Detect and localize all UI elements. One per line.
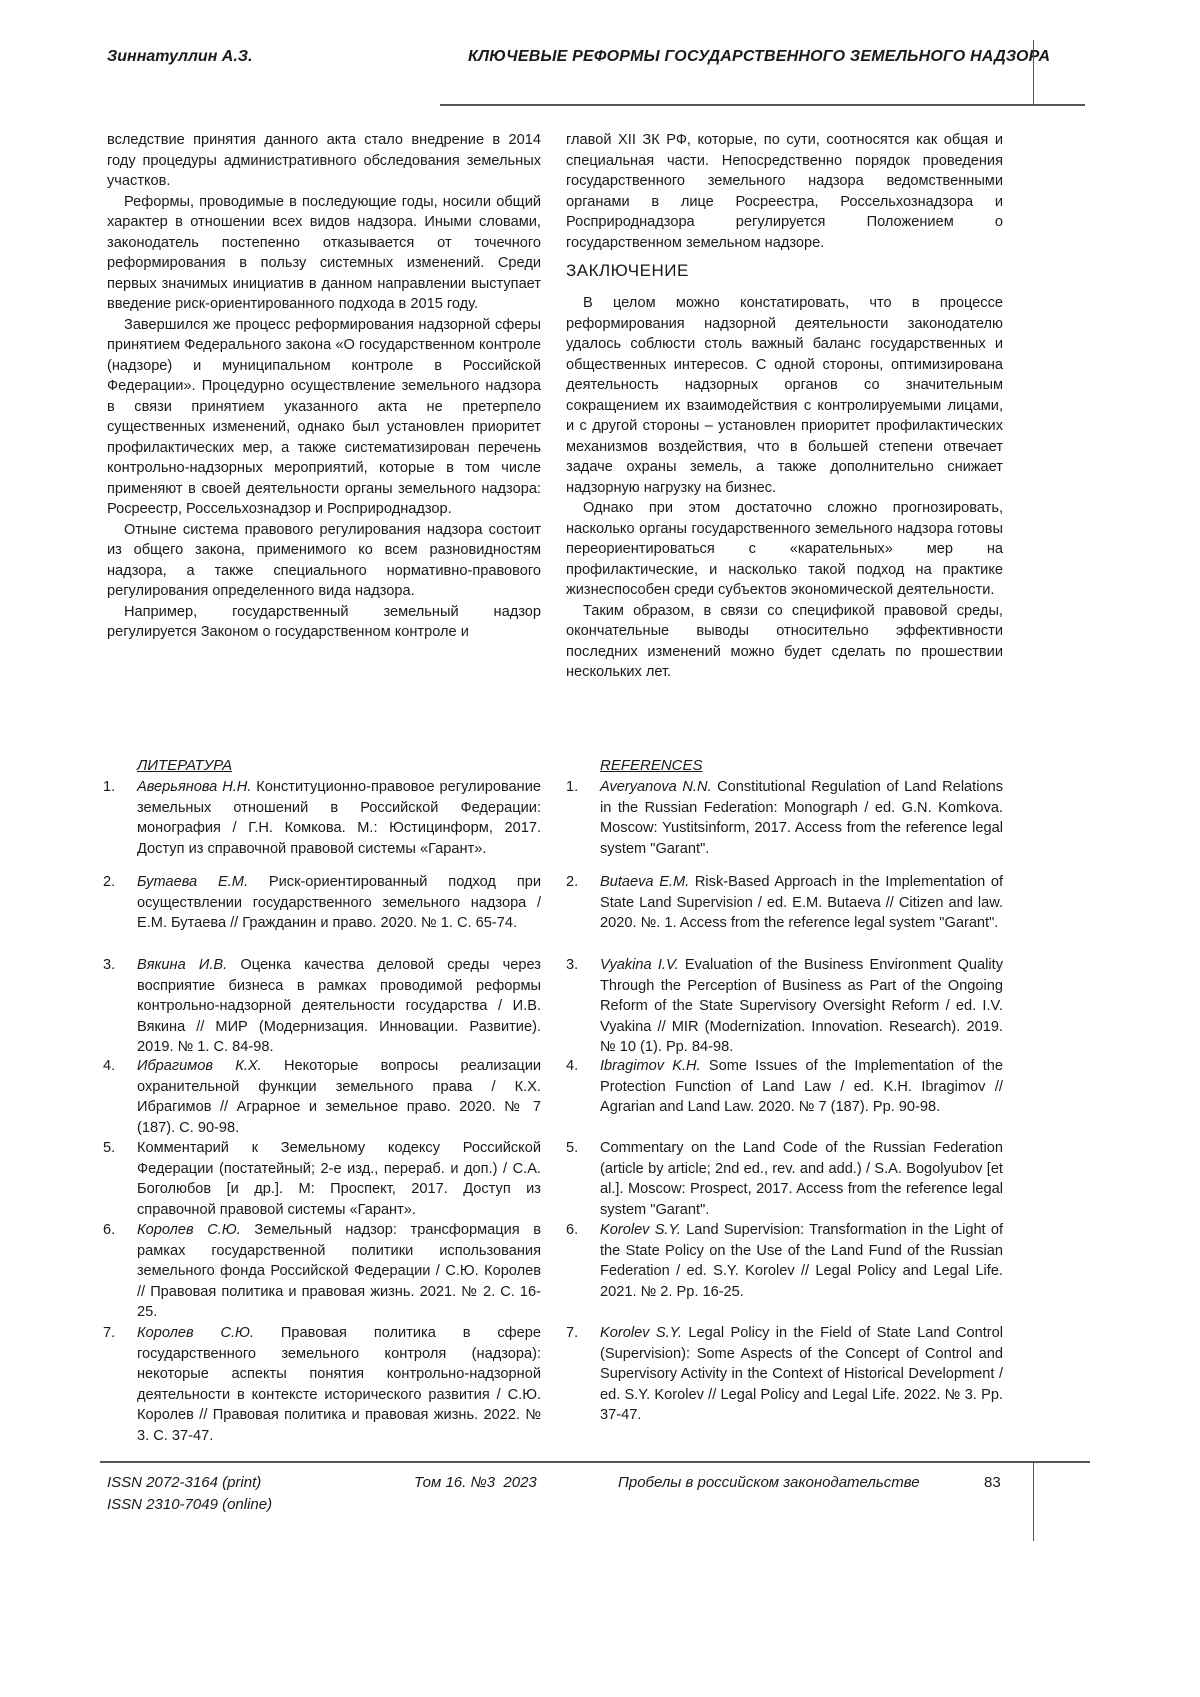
item-author: Korolev S.Y. [600,1222,681,1238]
page-number: 83 [984,1472,1001,1494]
item-author: Vyakina I.V. [600,957,679,973]
item-author: Averyanova N.N. [600,779,712,795]
item-text: Risk-Based Approach in the Implementation of State Land Supervision / ed. E.M. Butaeva // Citizen and law. 2020. №. 1. Access from the reference legal system "Garant". [600,874,1003,931]
item-number: 1. [103,777,115,798]
item-number: 6. [103,1220,115,1241]
paragraph: Отныне система правового регулирования надзора состоит из общего закона, применимого ко всем разновидностям надзора, а также специального нормативно-правового регулирования определенного вида надзора. [107,520,541,602]
issn-print: ISSN 2072-3164 (print) [107,1472,272,1494]
paragraph: Завершился же процесс реформирования надзорной сферы принятием Федерального закона «О государственном контроле (надзоре) и муниципальном контроле в Российской Федерации». Процедурно осуществление земельного надзора в связи принятием указанного акта не претерпело существенных изменений, однако был установлен приоритет профилактических мер, а также систематизирован перечень контрольно-надзорных мероприятий, которые в том числе применяют в своей деятельности органы земельного надзора: Росреестр, Россельхознадзор и Росприроднадзор. [107,315,541,520]
item-number: 7. [566,1323,578,1344]
reference-item [600,777,1003,859]
item-number: 7. [103,1323,115,1344]
literature-item [137,777,541,859]
reference-item [600,1323,1003,1426]
item-author: Королев С.Ю. [137,1325,254,1341]
volume-issue: Том 16. №3 2023 [414,1472,537,1494]
reference-item [600,872,1003,934]
item-number: 5. [566,1138,578,1159]
reference-item [600,1138,1003,1220]
item-text: Комментарий к Земельному кодексу Российской Федерации (постатейный; 2-е изд., перераб. и доп.) / С.А. Боголюбов [и др.]. М: Проспект, 2017. Доступ из справочной правовой системы «Гарант». [137,1140,541,1218]
item-number: 3. [566,955,578,976]
paragraph: Например, государственный земельный надзор регулируется Законом о государственном контроле и [107,602,541,643]
left-column [107,130,541,643]
item-number: 1. [566,777,578,798]
item-author: Ибрагимов К.Х. [137,1058,262,1074]
literature-item [137,1323,541,1446]
reference-item [600,1220,1003,1302]
item-text: Земельный надзор: трансформация в рамках государственной политики использования земельного фонда Российской Федерации / С.Ю. Королев // Правовая политика и правовая жизнь. 2021. № 2. С. 16-25. [137,1222,541,1320]
paragraph: главой XII ЗК РФ, которые, по сути, соотносятся как общая и специальная части. Непосредственно порядок проведения государственного земельного надзора ведомственными органами в лице Росреестра, Россельхознадзора и Росприроднадзора регулируется Положением о государственном земельном надзоре. [566,130,1003,253]
item-author: Вякина И.В. [137,957,227,973]
item-number: 2. [566,872,578,893]
journal-name: Пробелы в российском законодательстве [618,1472,920,1494]
paragraph: Таким образом, в связи со спецификой правовой среды, окончательные выводы относительно эффективности последних изменений можно будет сделать по прошествии нескольких лет. [566,601,1003,683]
item-text: Legal Policy in the Field of State Land Control (Supervision): Some Aspects of the Concept of Control and Supervisory Activity in the Context of Historical Development / ed. S.Y. Korolev // Legal Policy and Legal Life. 2022. № 3. Pp. 37-47. [600,1325,1003,1423]
header-vertical-rule [1033,40,1034,106]
item-author: Бутаева Е.М. [137,874,248,890]
paragraph: Реформы, проводимые в последующие годы, носили общий характер в отношении всех видов надзора. Иными словами, законодатель постепенно отказывается от точечного реформирования в пользу системных изменений. Среди первых значимых инициатив в данном направлении выступает введение риск-ориентированного подхода в 2015 году. [107,192,541,315]
footer-rule [100,1461,1090,1463]
item-text: Правовая политика в сфере государственного земельного контроля (надзора): некоторые аспекты понятия контрольно-надзорной деятельности в контексте исторического развития / С.Ю. Королев // Правовая политика и правовая жизнь. 2022. № 3. С. 37-47. [137,1325,541,1444]
issn-block [107,1472,272,1516]
literature-heading: ЛИТЕРАТУРА [137,757,232,774]
literature-item [137,1220,541,1323]
literature-item [137,1138,541,1220]
item-author: Butaeva E.M. [600,874,689,890]
paragraph: Однако при этом достаточно сложно прогнозировать, насколько органы государственного земельного надзора готовы переориентироваться с «карательных» мер на профилактические, и насколько такой подход на практике жизнеспособен среди субъектов экономической деятельности. [566,498,1003,601]
item-number: 5. [103,1138,115,1159]
header-rule [440,104,1085,106]
item-author: Королев С.Ю. [137,1222,241,1238]
paragraph: вследствие принятия данного акта стало внедрение в 2014 году процедуры административного обследования земельных участков. [107,130,541,192]
item-number: 2. [103,872,115,893]
item-text: Constitutional Regulation of Land Relations in the Russian Federation: Monograph / ed. G.N. Komkova. Moscow: Yustitsinform, 2017. Access from the reference legal system "Garant". [600,779,1003,857]
reference-item [600,955,1003,1058]
item-text: Оценка качества деловой среды через восприятие бизнеса в рамках проводимой реформы контрольно-надзорной деятельности государства / И.В. Вякина // МИР (Модернизация. Инновации. Развитие). 2019. № 1. С. 84-98. [137,957,541,1055]
section-heading: ЗАКЛЮЧЕНИЕ [566,259,1003,283]
item-author: Аверьянова Н.Н. [137,779,251,795]
running-header-author: Зиннатуллин А.З. [107,48,253,66]
item-author: Korolev S.Y. [600,1325,682,1341]
literature-item [137,955,541,1058]
item-text: Some Issues of the Implementation of the Protection Function of Land Law / ed. K.H. Ibragimov // Agrarian and Land Law. 2020. № 7 (187). Pp. 90-98. [600,1058,1003,1115]
item-number: 4. [103,1056,115,1077]
item-text: Конституционно-правовое регулирование земельных отношений в Российской Федерации: монография / Г.Н. Комкова. М.: Юстицинформ, 2017. Доступ из справочной правовой системы «Гарант». [137,779,541,857]
item-number: 3. [103,955,115,976]
item-text: Land Supervision: Transformation in the Light of the State Policy on the Use of the Land Fund of the Russian Federation / ed. S.Y. Korolev // Legal Policy and Legal Life. 2021. № 2. Pp. 16-25. [600,1222,1003,1300]
item-number: 6. [566,1220,578,1241]
item-author: Ibragimov K.H. [600,1058,701,1074]
right-column [566,130,1003,683]
footer-vertical-rule [1033,1461,1034,1541]
issn-online: ISSN 2310-7049 (online) [107,1494,272,1516]
item-number: 4. [566,1056,578,1077]
running-header-title: КЛЮЧЕВЫЕ РЕФОРМЫ ГОСУДАРСТВЕННОГО ЗЕМЕЛЬНОГО НАДЗОРА [468,48,1050,66]
reference-item [600,1056,1003,1118]
item-text: Некоторые вопросы реализации охранительной функции земельного права / К.Х. Ибрагимов // Аграрное и земельное право. 2020. № 7 (187). С. 90-98. [137,1058,541,1136]
item-text: Evaluation of the Business Environment Quality Through the Perception of Business as Part of the Ongoing Reform of the State Supervisory Oversight Reform / ed. I.V. Vyakina // MIR (Modernization. Innovation. Research). 2019. № 10 (1). Pp. 84-98. [600,957,1003,1055]
item-text: Риск-ориентированный подход при осуществлении государственного земельного надзора / Е.М. Бутаева // Гражданин и право. 2020. № 1. С. 65-74. [137,874,541,931]
references-heading: REFERENCES [600,757,703,774]
paragraph: В целом можно констатировать, что в процессе реформирования надзорной деятельности законодателю удалось соблюсти столь важный баланс государственных и общественных интересов. С одной стороны, оптимизирована деятельность надзорных органов со значительным сокращением их взаимодействия с контролируемыми лицами, и с другой стороны – установлен приоритет профилактических механизмов воздействия, что в большей степени отвечает задаче охраны земель, а также дополнительно снижает надзорную нагрузку на бизнес. [566,293,1003,498]
literature-item [137,872,541,934]
item-text: Commentary on the Land Code of the Russian Federation (article by article; 2nd ed., rev. and add.) / S.A. Bogolyubov [et al.]. Moscow: Prospect, 2017. Access from the reference legal system "Garant". [600,1140,1003,1218]
literature-item [137,1056,541,1138]
